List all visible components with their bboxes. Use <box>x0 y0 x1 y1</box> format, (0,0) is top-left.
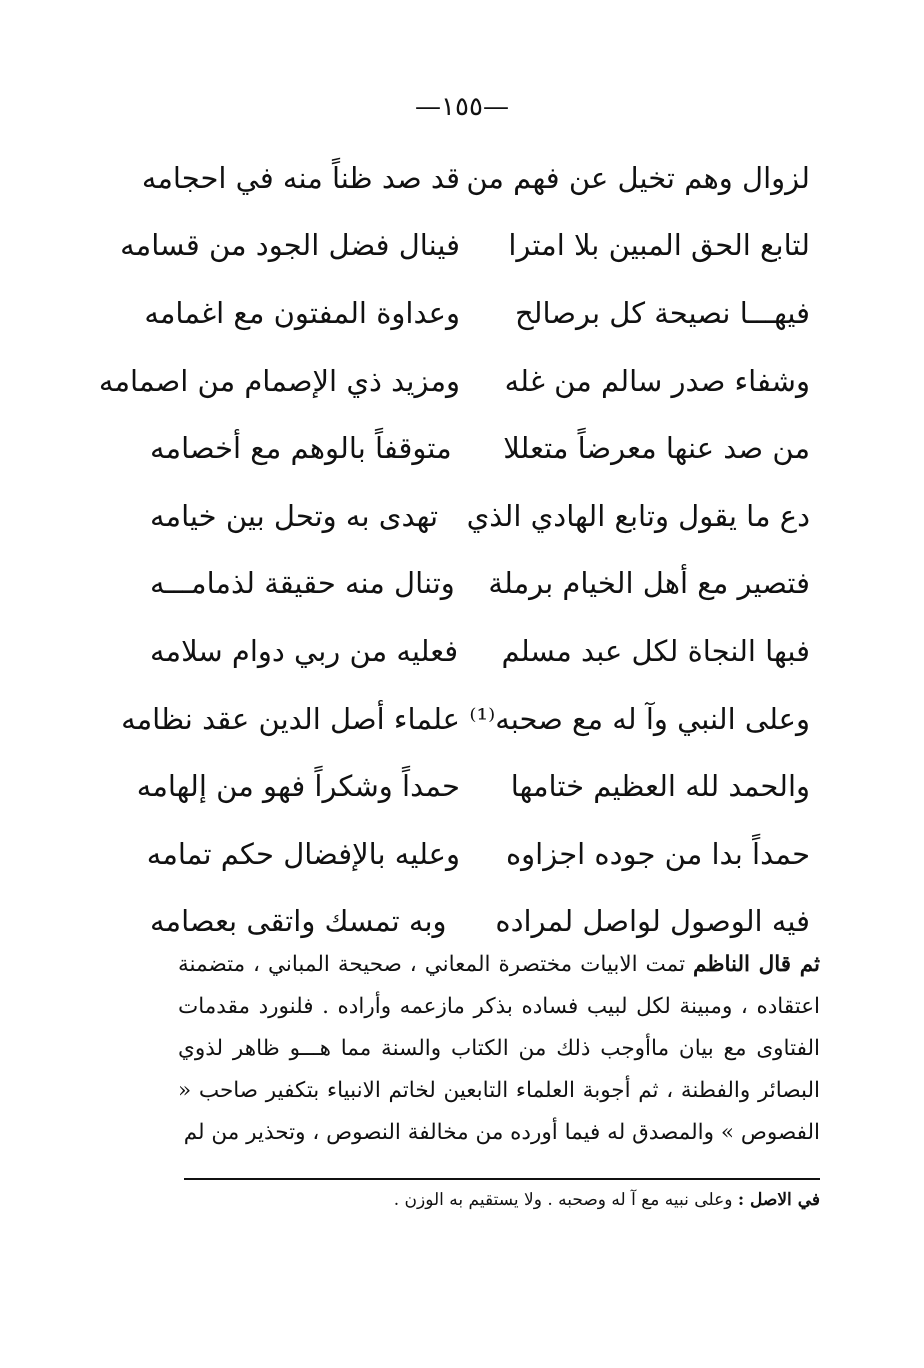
hemistich-second: فعليه من ربي دوام سلامه <box>150 633 459 668</box>
footnote <box>184 1190 820 1210</box>
prose-lead: ثم قال الناظم <box>693 952 820 977</box>
prose-text: تمت الابيات مختصرة المعاني ، صحيحة المباني ، متضمنة اعتقاده ، ومبينة لكل لبيب فساده بذكر مازعمه وأراده . فلنورد مقدمات الفتاوى مع بيان ماأوجب ذلك من الكتاب والسنة مما هـــو ظاهر لذوي البصائر والفطنة ، ثم أجوبة العلماء التابعين لخاتم الانبياء بتكفير صاحب « الفصوص » والمصدق له فيما أورده من مخالفة النصوص ، وتحذير من لم <box>178 952 820 1145</box>
verse-line <box>150 482 810 550</box>
verse-line <box>98 347 810 415</box>
footnote-separator <box>184 1178 820 1180</box>
hemistich-second: متوقفاً بالوهم مع أخصامه <box>150 431 452 466</box>
hemistich-first: لزوال وهم تخيل عن فهم من <box>466 160 810 195</box>
verse-line <box>136 752 810 820</box>
page-number: —١٥٥— <box>415 92 509 122</box>
hemistich-first: وشفاء صدر سالم من غله <box>504 363 810 398</box>
hemistich-first: دع ما يقول وتابع الهادي الذي <box>466 498 810 533</box>
verse-line <box>121 685 810 753</box>
hemistich-first: فيه الوصول لواصل لمراده <box>495 904 810 939</box>
hemistich-second: وبه تمسك واتقى بعصامه <box>150 904 447 939</box>
hemistich-first: من صد عنها معرضاً متعللا <box>503 431 810 466</box>
hemistich-first: فتصير مع أهل الخيام برملة <box>488 566 810 601</box>
prose-paragraph <box>178 944 820 1154</box>
hemistich-second: ومزيد ذي الإصمام من اصمامه <box>98 363 460 398</box>
hemistich-second: وتنال منه حقيقة لذمامـــه <box>150 566 455 601</box>
hemistich-first: حمداً بدا من جوده اجزاوه <box>505 836 810 871</box>
poem <box>98 144 810 955</box>
hemistich-second: تهدى به وتحل بين خيامه <box>150 498 439 533</box>
hemistich-second: حمداً وشكراً فهو من إلهامه <box>136 769 460 804</box>
verse-line <box>144 279 810 347</box>
hemistich-first: فبها النجاة لكل عبد مسلم <box>501 633 810 668</box>
footnote-label: في الاصل : <box>737 1190 820 1210</box>
verse-line <box>150 617 810 685</box>
hemistich-second: وعداوة المفتون مع اغمامه <box>144 295 460 330</box>
verse-line <box>150 550 810 618</box>
hemistich-second: علماء أصل الدين عقد نظامه <box>121 701 460 736</box>
footnote-text: وعلى نبيه مع آ له وصحبه . ولا يستقيم به الوزن . <box>393 1190 738 1210</box>
verse-line <box>120 212 810 280</box>
verse-line <box>150 414 810 482</box>
hemistich-first: والحمد لله العظيم ختامها <box>510 769 810 804</box>
hemistich-first: لتابع الحق المبين بلا امترا <box>508 228 810 263</box>
hemistich-second: قد صد ظناً منه في احجامه <box>141 160 460 195</box>
hemistich-first: وعلى النبي وآ له مع صحبه⁽¹⁾ <box>469 701 810 736</box>
hemistich-second: فينال فضل الجود من قسامه <box>120 228 460 263</box>
verse-line <box>141 144 810 212</box>
hemistich-second: وعليه بالإفضال حكم تمامه <box>146 836 460 871</box>
verse-line <box>146 820 810 888</box>
hemistich-first: فيهـــا نصيحة كل برصالح <box>514 295 810 330</box>
